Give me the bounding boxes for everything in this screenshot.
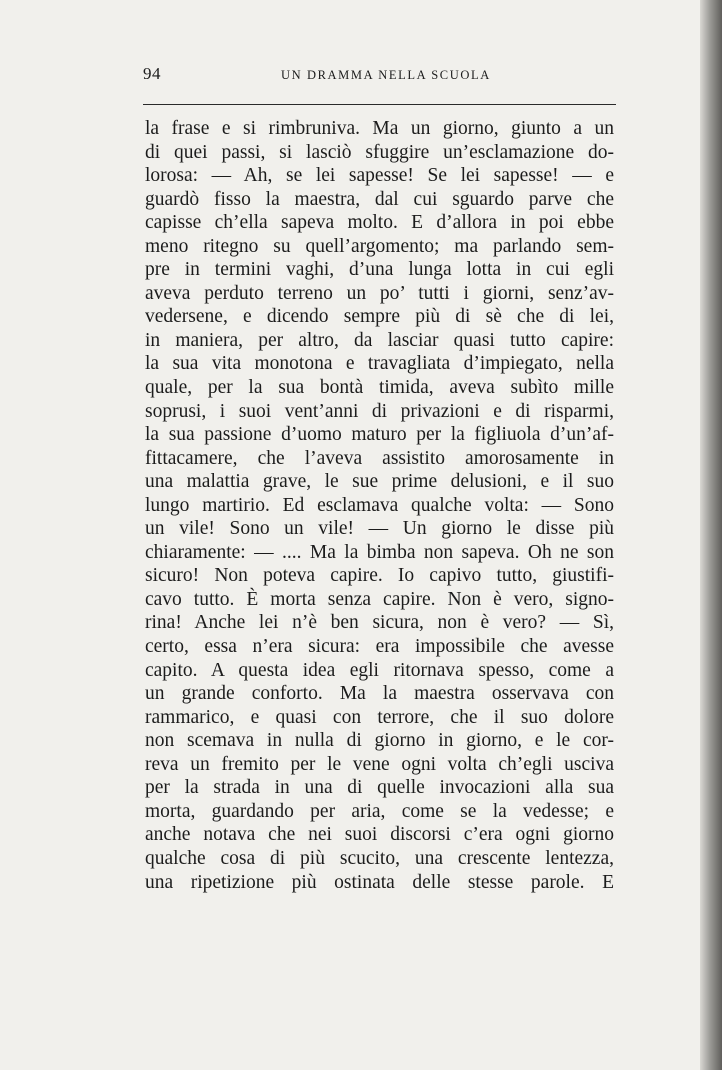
- text-line: un vile! Sono un vile! — Un giorno le disse più: [145, 518, 614, 540]
- page-header: [143, 60, 615, 90]
- text-line: un grande conforto. Ma la maestra osservava con: [145, 683, 614, 705]
- page-edge-shadow: [700, 0, 722, 1070]
- text-line: lungo martirio. Ed esclamava qualche volta: — Sono: [145, 494, 614, 516]
- text-line: chiaramente: — .... Ma la bimba non sapeva. Oh ne son: [145, 541, 614, 563]
- text-line: una ripetizione più ostinata delle stesse parole. E: [145, 871, 614, 893]
- text-line: vedersene, e dicendo sempre più di sè che di lei,: [145, 306, 614, 328]
- text-line: reva un fremito per le vene ogni volta ch’egli usciva: [145, 753, 614, 775]
- text-line: fittacamere, che l’aveva assistito amorosamente in: [145, 447, 614, 469]
- page-number: 94: [143, 64, 161, 83]
- text-line: capisse ch’ella sapeva molto. E d’allora in poi ebbe: [145, 212, 614, 234]
- text-line: meno ritegno su quell’argomento; ma parlando sem-: [145, 235, 614, 257]
- text-line: lorosa: — Ah, se lei sapesse! Se lei sapesse! — e: [145, 165, 614, 187]
- text-line: morta, guardando per aria, come se la vedesse; e: [145, 800, 614, 822]
- text-line: di quei passi, si lasciò sfuggire un’esclamazione do-: [145, 141, 614, 163]
- text-line: anche notava che nei suoi discorsi c’era ogni giorno: [145, 824, 614, 846]
- text-line: la sua vita monotona e travagliata d’impiegato, nella: [145, 353, 614, 375]
- text-line: quale, per la sua bontà timida, aveva subìto mille: [145, 377, 614, 399]
- text-line: aveva perduto terreno un po’ tutti i giorni, senz’av-: [145, 282, 614, 304]
- text-line: la frase e si rimbruniva. Ma un giorno, giunto a un: [145, 118, 614, 139]
- text-line: soprusi, i suoi vent’anni di privazioni e di risparmi,: [145, 400, 614, 422]
- text-line: sicuro! Non poteva capire. Io capivo tutto, giustifi-: [145, 565, 614, 587]
- header-rule: [143, 104, 616, 105]
- text-line: per la strada in una di quelle invocazioni alla sua: [145, 777, 614, 799]
- text-line: guardò fisso la maestra, dal cui sguardo parve che: [145, 188, 614, 210]
- text-line: in maniera, per altro, da lasciar quasi tutto capire:: [145, 329, 614, 351]
- text-line: non scemava in nulla di giorno in giorno, e le cor-: [145, 730, 614, 752]
- text-line: una malattia grave, le sue prime delusioni, e il suo: [145, 471, 614, 493]
- text-line: rammarico, e quasi con terrore, che il suo dolore: [145, 706, 614, 728]
- text-line: capito. A questa idea egli ritornava spesso, come a: [145, 659, 614, 681]
- text-line: certo, essa n’era sicura: era impossibile che avesse: [145, 636, 614, 658]
- running-head: UN DRAMMA NELLA SCUOLA: [281, 68, 491, 82]
- text-line: pre in termini vaghi, d’una lunga lotta in cui egli: [145, 259, 614, 281]
- text-line: la sua passione d’uomo maturo per la figliuola d’un’af-: [145, 424, 614, 446]
- body-text: [145, 117, 614, 894]
- text-line: qualche cosa di più scucito, una crescente lentezza,: [145, 847, 614, 869]
- text-line: rina! Anche lei n’è ben sicura, non è vero? — Sì,: [145, 612, 614, 634]
- text-line: cavo tutto. È morta senza capire. Non è vero, signo-: [145, 588, 614, 610]
